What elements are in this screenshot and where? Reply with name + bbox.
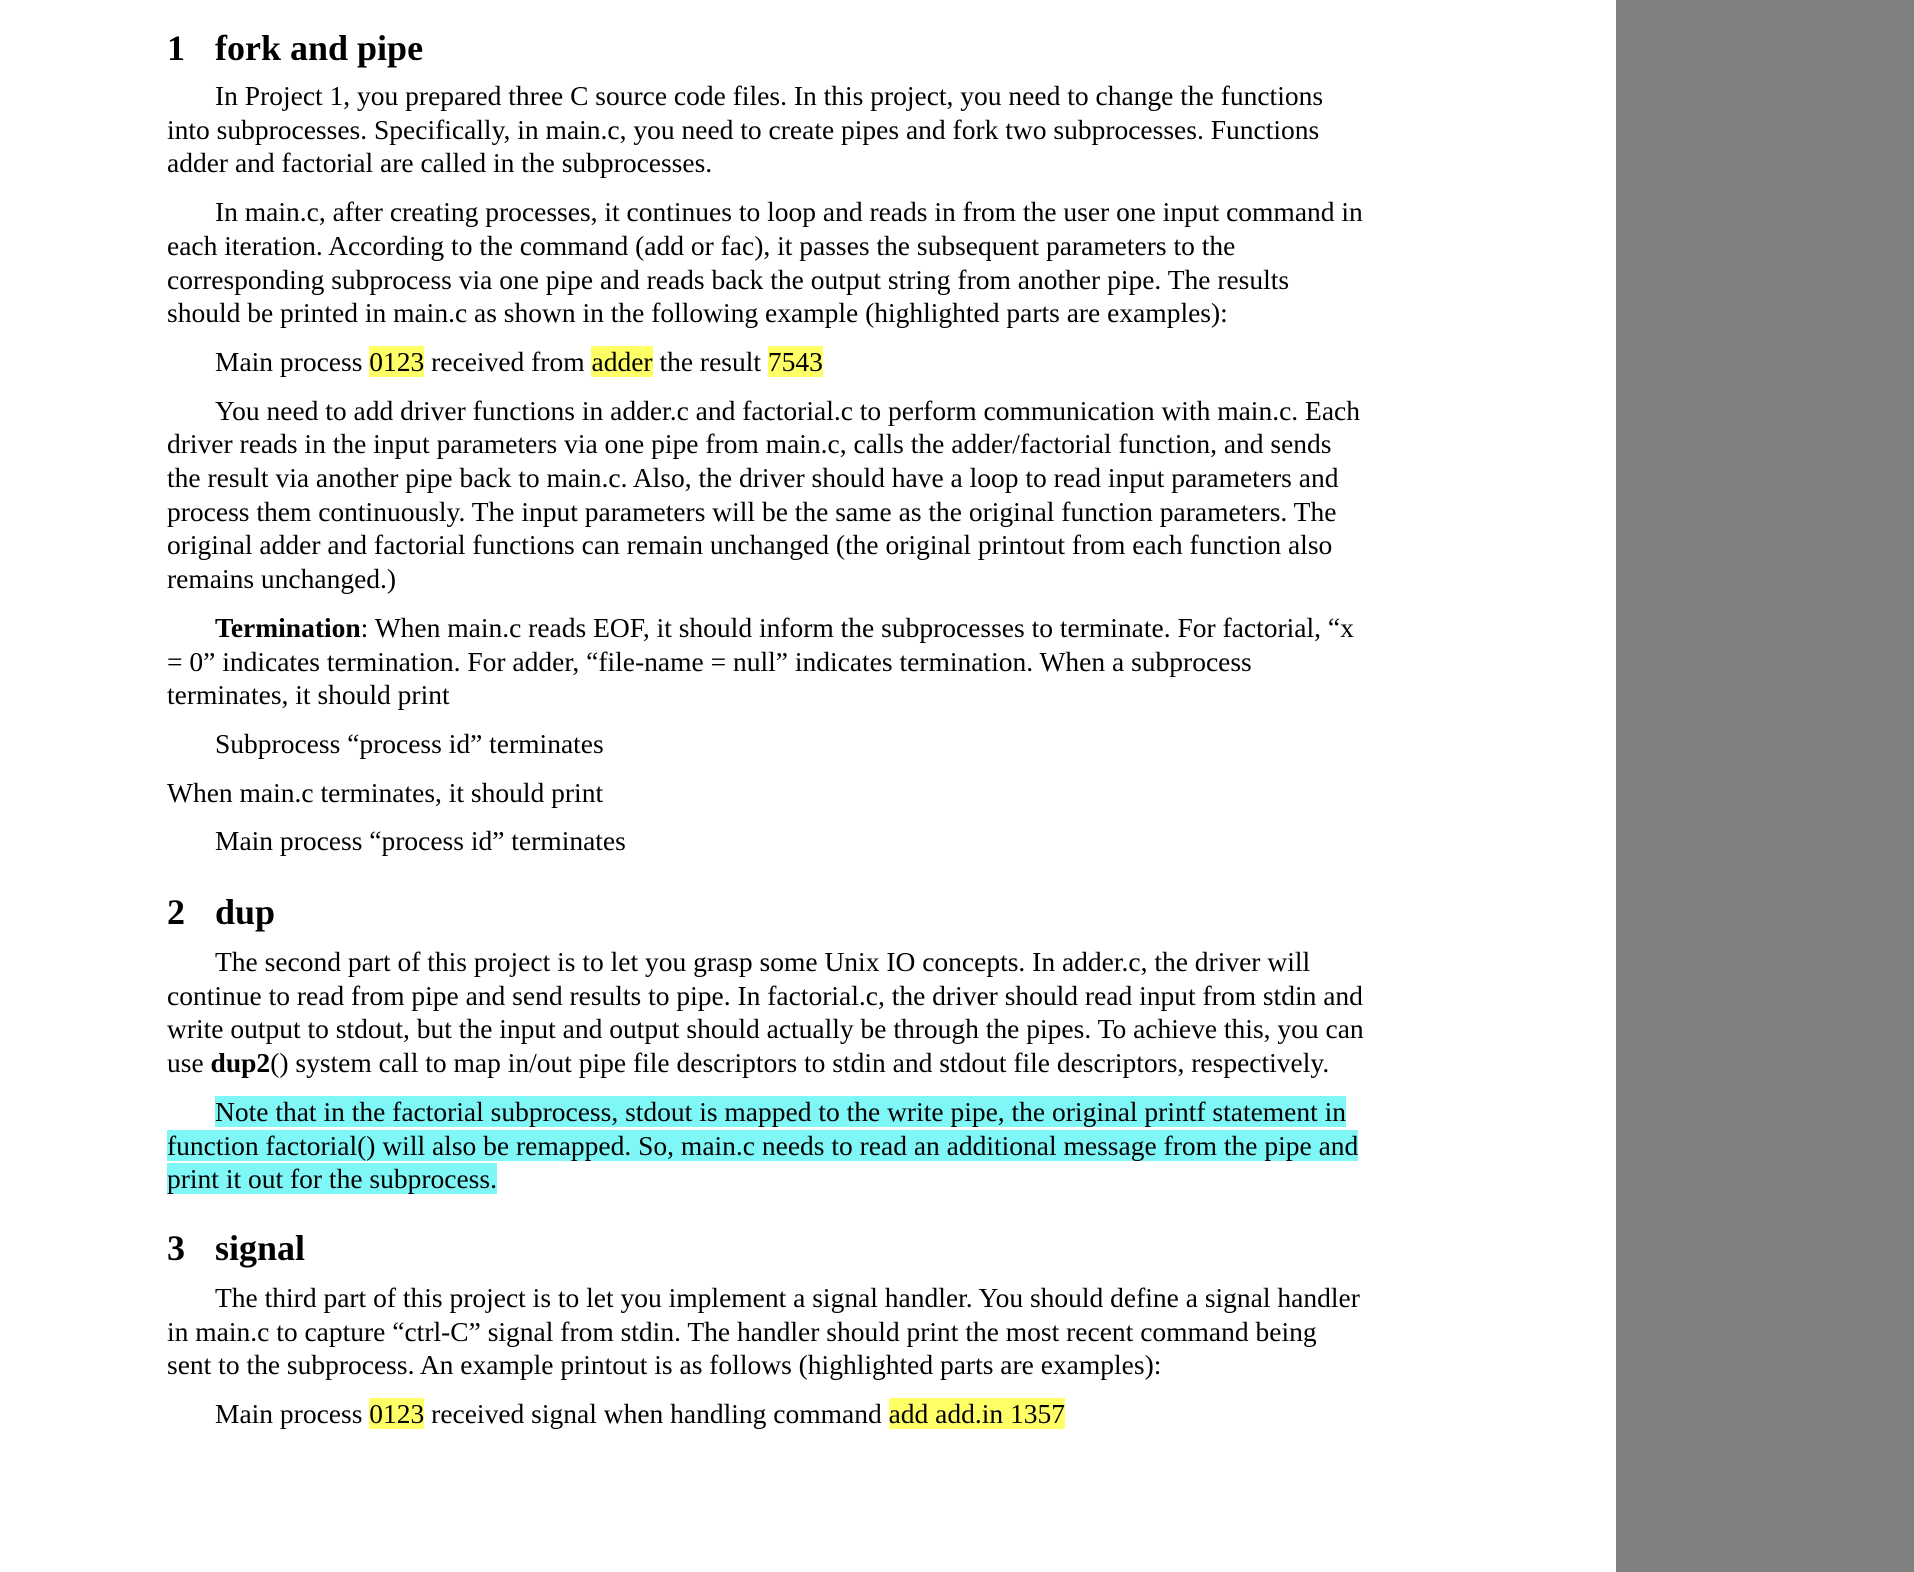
paragraph xyxy=(167,394,1447,428)
highlighted-process-id: 0123 xyxy=(369,1398,425,1430)
text-line: The second part of this project is to let you grasp some Unix IO concepts. In adder.c, the driver will xyxy=(215,946,1311,978)
text-line: write output to stdout, but the input and output should actually be through the pipes. To achieve this, you can xyxy=(167,1013,1364,1045)
text-line: : When main.c reads EOF, it should inform the subprocesses to terminate. For factorial, “x xyxy=(360,611,1354,643)
example-text: Main process xyxy=(215,1398,370,1430)
text-line: process them continuously. The input parameters will be the same as the original function parameters. The xyxy=(167,495,1337,527)
text-fragment: () system call to map in/out pipe file descriptors to stdin and stdout file descriptors, respectively. xyxy=(270,1047,1330,1079)
note-text: print it out for the subprocess. xyxy=(167,1163,497,1195)
text-line: In main.c, after creating processes, it continues to loop and reads in from the user one input command in xyxy=(215,196,1363,228)
subprocess-terminate-message: Subprocess “process id” terminates xyxy=(215,727,604,759)
main-terminate-intro: When main.c terminates, it should print xyxy=(167,776,604,808)
text-line: continue to read from pipe and send results to pipe. In factorial.c, the driver should read input from stdin and xyxy=(167,979,1363,1011)
section-heading-dup xyxy=(167,890,1447,934)
paragraph-continued xyxy=(167,113,1447,180)
paragraph-continued xyxy=(167,979,1447,1080)
section-title: signal xyxy=(215,1227,306,1268)
paragraph xyxy=(167,1281,1447,1315)
text-fragment: use xyxy=(167,1047,211,1079)
example-text: received from xyxy=(424,345,592,377)
paragraph xyxy=(167,195,1447,229)
paragraph-continued xyxy=(167,645,1447,712)
highlighted-note xyxy=(167,1095,1447,1196)
example-text: the result xyxy=(652,345,768,377)
text-line: You need to add driver functions in adder.c and factorial.c to perform communication with main.c. Each xyxy=(215,394,1360,426)
text-line: driver reads in the input parameters via one pipe from main.c, calls the adder/factorial function, and sends xyxy=(167,428,1332,460)
example-output-line xyxy=(167,1397,1447,1431)
section-title: dup xyxy=(215,892,276,933)
example-text: Main process xyxy=(215,345,370,377)
text-line: adder and factorial are called in the subprocesses. xyxy=(167,147,713,179)
highlighted-subprocess-name: adder xyxy=(591,345,653,377)
section-heading-signal xyxy=(167,1226,1447,1270)
note-line xyxy=(167,1129,1447,1163)
termination-paragraph xyxy=(167,611,1447,645)
note-text: Note that in the factorial subprocess, stdout is mapped to the write pipe, the original printf statement in xyxy=(215,1095,1347,1127)
text-line: The third part of this project is to let you implement a signal handler. You should define a signal handler xyxy=(215,1281,1360,1313)
paragraph-continued xyxy=(167,229,1447,330)
note-line xyxy=(167,1095,1447,1129)
text-line: the result via another pipe back to main.c. Also, the driver should have a loop to read input parameters and xyxy=(167,462,1339,494)
text-line xyxy=(167,1046,1447,1080)
text-line: original adder and factorial functions can remain unchanged (the original printout from each function also xyxy=(167,529,1333,561)
paragraph xyxy=(167,945,1447,979)
text-line: each iteration. According to the command (add or fac), it passes the subsequent parameters to the xyxy=(167,229,1236,261)
note-line xyxy=(167,1162,1447,1196)
paragraph-continued xyxy=(167,427,1447,596)
example-text: received signal when handling command xyxy=(424,1398,889,1430)
main-terminate-message: Main process “process id” terminates xyxy=(215,825,626,857)
text-line: should be printed in main.c as shown in the following example (highlighted parts are examples): xyxy=(167,297,1228,329)
highlighted-result: 7543 xyxy=(767,345,823,377)
termination-label: Termination xyxy=(215,611,361,643)
highlighted-process-id: 0123 xyxy=(369,345,425,377)
text-line: corresponding subprocess via one pipe and reads back the output string from another pipe. The results xyxy=(167,263,1290,295)
text-line: terminates, it should print xyxy=(167,679,450,711)
text-line: = 0” indicates termination. For adder, “file-name = null” indicates termination. When a subprocess xyxy=(167,645,1252,677)
text-line: in main.c to capture “ctrl-C” signal from stdin. The handler should print the most recent command being xyxy=(167,1315,1317,1347)
section-title: fork and pipe xyxy=(215,28,424,68)
text-line: In Project 1, you prepared three C source code files. In this project, you need to change the functions xyxy=(215,80,1324,111)
text-line: sent to the subprocess. An example printout is as follows (highlighted parts are examples): xyxy=(167,1349,1162,1381)
dup2-keyword: dup2 xyxy=(210,1047,271,1079)
section-number: 2 xyxy=(167,892,185,933)
text-line: remains unchanged.) xyxy=(167,563,397,595)
section-heading-fork-and-pipe xyxy=(167,26,1447,70)
paragraph-continued xyxy=(167,1315,1447,1382)
highlighted-command: add add.in 1357 xyxy=(888,1398,1066,1430)
note-text: function factorial() will also be remapped. So, main.c needs to read an additional message from the pipe and xyxy=(167,1129,1359,1161)
paragraph xyxy=(167,79,1447,113)
section-number: 1 xyxy=(167,28,185,68)
section-number: 3 xyxy=(167,1227,185,1268)
document-content xyxy=(167,0,1447,1431)
example-output-line xyxy=(167,345,1447,379)
text-line: into subprocesses. Specifically, in main.c, you need to create pipes and fork two subprocesses. Functions xyxy=(167,113,1320,145)
